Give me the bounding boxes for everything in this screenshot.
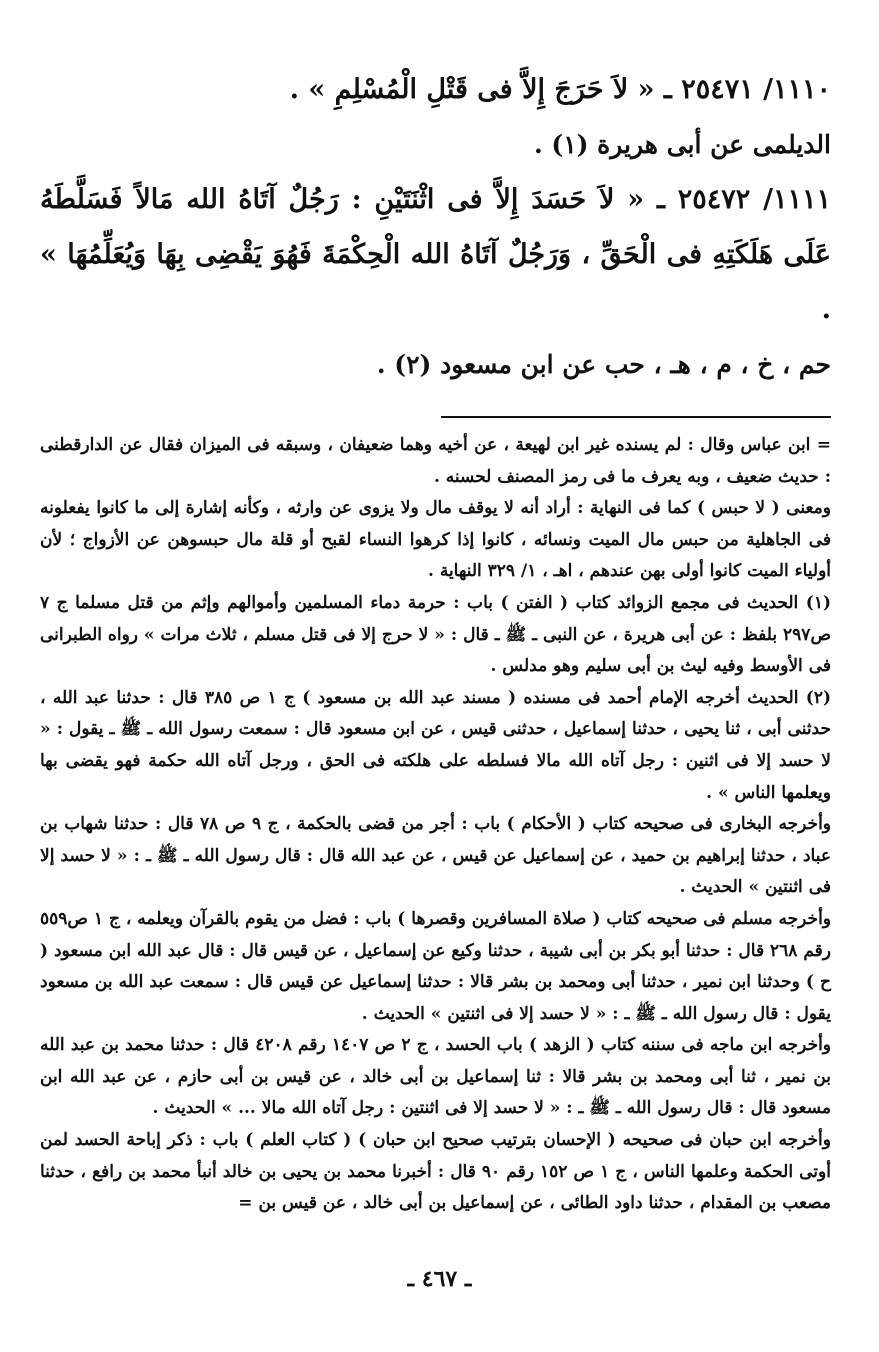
footnote-continuation-1: = ابن عباس وقال : لم يسنده غير ابن لهيعة ، عن أخيه وهما ضعيفان ، وسبقه فى الميزان فقال عن الدارقطنى : حديث ضعيف ، وبه يعرف ما فى رمز المصنف لحسنه . <box>40 435 831 487</box>
hadith-1110: ١١١٠/ ٢٥٤٧١ ـ « لاَ حَرَجَ إِلاَّ فى قَتْلِ الْمُسْلِمِ » . <box>289 74 831 105</box>
footnote-1: (١) الحديث فى مجمع الزوائد كتاب ( الفتن ) باب : حرمة دماء المسلمين وأموالهم وإثم من قتل مسلما ج ٧ ص٢٩٧ بلفظ : عن أبى هريرة ، عن النبى ـ ﷺ ـ قال : « لا حرج إلا فى قتل مسلم ، ثلاث مرات » رواه الطبرانى فى الأوسط وفيه ليث بن أبى سليم وهو مدلس . <box>40 592 831 677</box>
hadith-1111-source: حم ، خ ، م ، هـ ، حب عن ابن مسعود (٢) . <box>376 350 831 379</box>
main-text <box>40 62 831 392</box>
footnote-continuation-2: ومعنى ( لا حبس ) كما فى النهاية : أراد أنه لا يوقف مال ولا يزوى عن وارثه ، وكأنه إشارة إلى ما كانوا يفعلونه فى الجاهلية من حبس مال الميت ونسائه ، كانوا إذا كرهوا النساء لقبح أو قلة مال حبسوهن عن الأزواج ؛ لأن أولياء الميت كانوا أولى بهن عندهم ، اهـ ، ١/ ٣٢٩ النهاية . <box>40 498 831 582</box>
footnote-2-ibn-hibban: وأخرجه ابن حبان فى صحيحه ( الإحسان بترتيب صحيح ابن حبان ) ( كتاب العلم ) باب : ذكر إباحة الحسد لمن أوتى الحكمة وعلمها الناس ، ج ١ ص ١٥٢ رقم ٩٠ قال : أخبرنا محمد بن يحيى بن خالد أنبأ محمد بن رافع ، حدثنا مصعب بن المقدام ، حدثنا داود الطائى ، عن إسماعيل بن أبى خالد ، عن قيس بن = <box>40 1130 831 1214</box>
footnote-2-bukhari: وأخرجه البخارى فى صحيحه كتاب ( الأحكام ) باب : أجر من قضى بالحكمة ، ج ٩ ص ٧٨ قال : حدثنا شهاب بن عباد ، حدثنا إبراهيم بن حميد ، عن إسماعيل عن قيس ، عن عبد الله قال : قال رسول الله ـ ﷺ ـ : « لا حسد إلا فى اثنتين » الحديث . <box>40 814 832 898</box>
hadith-1110-source: الديلمى عن أبى هريرة (١) . <box>533 130 831 159</box>
footnote-2-ahmad: (٢) الحديث أخرجه الإمام أحمد فى مسنده ( مسند عبد الله بن مسعود ) ج ١ ص ٣٨٥ قال : حدثنا عبد الله ، حدثنى أبى ، ثنا يحيى ، حدثنا إسماعيل ، حدثنى قيس ، عن ابن مسعود قال : سمعت رسول الله ـ ﷺ ـ يقول : « لا حسد إلا فى اثنين : رجل آتاه الله مالا فسلطه على هلكته فى الحق ، ورجل آتاه الله حكمة فهو يقضى بها ويعلمها الناس » . <box>40 687 831 803</box>
hadith-1111: ١١١١/ ٢٥٤٧٢ ـ « لاَ حَسَدَ إِلاَّ فى اثْنَتَيْنِ : رَجُلٌ آتَاهُ الله مَالاً فَسَلَّطَهُ عَلَى هَلَكَتِهِ فى الْحَقِّ ، وَرَجُلٌ آتَاهُ الله الْحِكْمَةَ فَهُوَ يَقْضِى بِهَا وَيُعَلِّمُهَا » . <box>40 184 831 325</box>
footnote-2-ibn-majah: وأخرجه ابن ماجه فى سننه كتاب ( الزهد ) باب الحسد ، ج ٢ ص ١٤٠٧ رقم ٤٢٠٨ قال : حدثنا محمد بن عبد الله بن نمير ، ثنا أبى ومحمد بن بشر قالا : ثنا إسماعيل بن أبى خالد ، عن قيس بن أبى حازم ، عن عبد الله ابن مسعود قال : قال رسول الله ـ ﷺ ـ : « لا حسد إلا فى اثنتين : رجل آتاه الله مالا ... » الحديث . <box>40 1035 832 1119</box>
footnote-2-muslim: وأخرجه مسلم فى صحيحه كتاب ( صلاة المسافرين وقصرها ) باب : فضل من يقوم بالقرآن ويعلمه ، ج ١ ص٥٥٩ رقم ٢٦٨ قال : حدثنا أبو بكر بن أبى شيبة ، حدثنا وكيع عن إسماعيل ، عن قيس قال : قال عبد الله ابن مسعود ( ح ) وحدثنا ابن نمير ، حدثنا أبى ومحمد بن بشر قالا : حدثنا إسماعيل عن قيس قال : سمعت عبد الله بن مسعود يقول : قال رسول الله ـ ﷺ ـ : « لا حسد إلا فى اثنتين » الحديث . <box>40 908 831 1024</box>
footnotes <box>40 430 831 1220</box>
footnote-divider <box>441 416 831 418</box>
page-number: ـ ٤٦٧ ـ <box>407 1266 472 1292</box>
